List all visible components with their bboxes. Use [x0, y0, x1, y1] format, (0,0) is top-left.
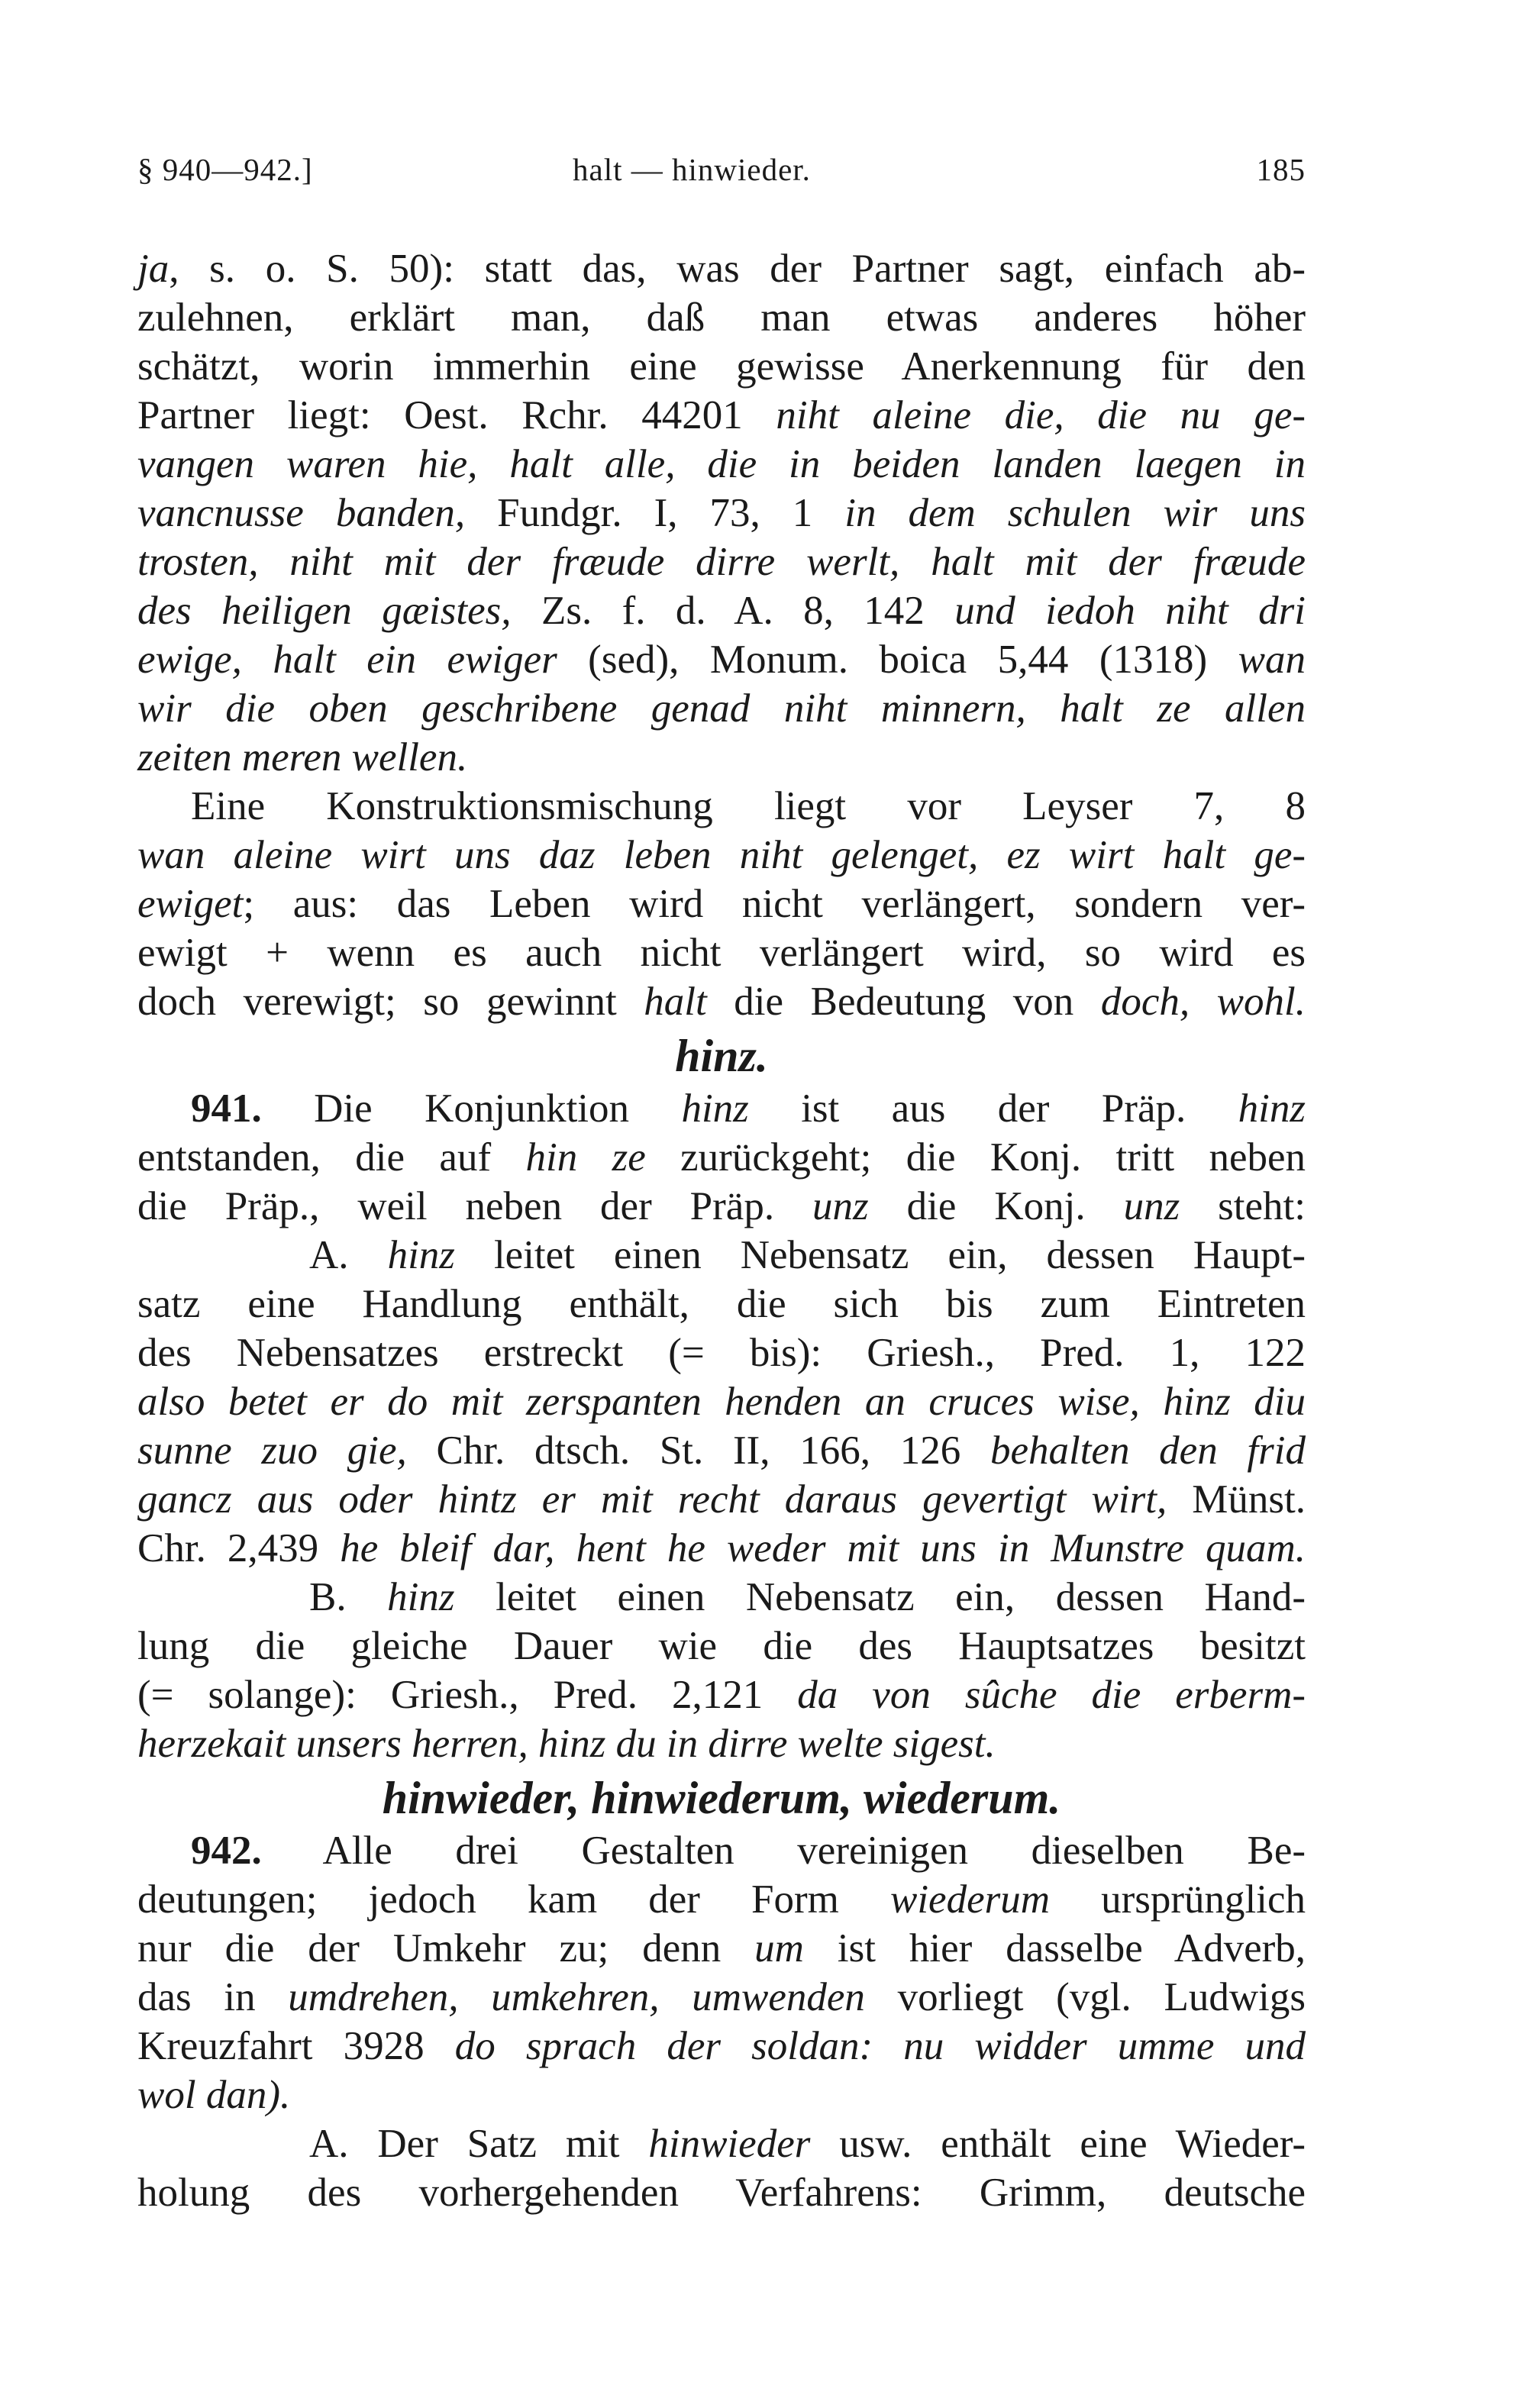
text-line: 941. Die Konjunktion hinz ist aus der Präp. hinz: [191, 1086, 1306, 1131]
text-line: 942. Alle drei Gestalten vereinigen dieselben Be-: [191, 1829, 1306, 1873]
text-line: das in umdrehen, umkehren, umwenden vorliegt (vgl. Ludwigs: [137, 1975, 1306, 2019]
text-line: lung die gleiche Dauer wie die des Hauptsatzes besitzt: [137, 1624, 1306, 1668]
section-heading-hinz: hinz.: [675, 1031, 768, 1081]
text-line: Chr. 2,439 he bleif dar, hent he weder mit uns in Munstre quam.: [137, 1526, 1306, 1570]
paragraph-number: 941.: [191, 1086, 262, 1131]
text-line: wol dan).: [137, 2073, 291, 2117]
running-header: [137, 151, 1306, 197]
section-heading-hinwieder: hinwieder, hinwiederum, wiederum.: [382, 1773, 1061, 1823]
text-line: schätzt, worin immerhin eine gewisse Anerkennung für den: [137, 344, 1306, 389]
text-line: sunne zuo gie, Chr. dtsch. St. II, 166, 126 behalten den frid: [137, 1428, 1306, 1473]
text-line: doch verewigt; so gewinnt halt die Bedeutung von doch, wohl.: [137, 980, 1306, 1024]
text-line: also betet er do mit zerspanten henden an cruces wise, hinz diu: [137, 1380, 1306, 1424]
text-line: Partner liegt: Oest. Rchr. 44201 niht aleine die, die nu ge-: [137, 393, 1306, 437]
text-line: ewigt + wenn es auch nicht verlängert wird, so wird es: [137, 931, 1306, 975]
text-line: holung des vorhergehenden Verfahrens: Grimm, deutsche: [137, 2171, 1306, 2215]
text-line: deutungen; jedoch kam der Form wiederum ursprünglich: [137, 1877, 1306, 1922]
text-line: ja, s. o. S. 50): statt das, was der Partner sagt, einfach ab-: [137, 247, 1306, 291]
text-line: zeiten meren wellen.: [137, 735, 468, 780]
text-line: A. Der Satz mit hinwieder usw. enthält eine Wieder-: [309, 2122, 1306, 2166]
text-line: ewiget; aus: das Leben wird nicht verlängert, sondern ver-: [137, 882, 1306, 926]
text-line: des Nebensatzes erstreckt (= bis): Griesh., Pred. 1, 122: [137, 1331, 1306, 1375]
text-line: B. hinz leitet einen Nebensatz ein, dessen Hand-: [309, 1575, 1306, 1619]
header-page-number: 185: [1256, 152, 1306, 187]
header-title: halt — hinwieder.: [573, 152, 811, 187]
header-section-range: § 940—942.]: [137, 152, 313, 187]
text-line: ewige, halt ein ewiger (sed), Monum. boica 5,44 (1318) wan: [137, 638, 1306, 682]
text-line: gancz aus oder hintz er mit recht daraus gevertigt wirt, Münst.: [137, 1477, 1306, 1522]
text-line: A. hinz leitet einen Nebensatz ein, dessen Haupt-: [309, 1233, 1306, 1277]
text-line: entstanden, die auf hin ze zurückgeht; die Konj. tritt neben: [137, 1135, 1306, 1180]
text-line: vancnusse banden, Fundgr. I, 73, 1 in dem schulen wir uns: [137, 491, 1306, 535]
text-line: wir die oben geschribene genad niht minnern, halt ze allen: [137, 686, 1306, 731]
text-line: Kreuzfahrt 3928 do sprach der soldan: nu widder umme und: [137, 2024, 1306, 2068]
text-line: satz eine Handlung enthält, die sich bis zum Eintreten: [137, 1282, 1306, 1326]
text-line: des heiligen gæistes, Zs. f. d. A. 8, 142 und iedoh niht dri: [137, 589, 1306, 633]
text-line: trosten, niht mit der fræude dirre werlt, halt mit der fræude: [137, 540, 1306, 584]
text-line: vangen waren hie, halt alle, die in beiden landen laegen in: [137, 442, 1306, 486]
paragraph-number: 942.: [191, 1829, 262, 1873]
text-line: (= solange): Griesh., Pred. 2,121 da von sûche die erberm-: [137, 1673, 1306, 1717]
text-line: herzekait unsers herren, hinz du in dirre welte sigest.: [137, 1722, 996, 1766]
text-line: zulehnen, erklärt man, daß man etwas anderes höher: [137, 295, 1306, 340]
text-line: nur die der Umkehr zu; denn um ist hier dasselbe Adverb,: [137, 1926, 1306, 1971]
text-line: Eine Konstruktionsmischung liegt vor Leyser 7, 8: [191, 784, 1306, 828]
text-line: wan aleine wirt uns daz leben niht gelenget, ez wirt halt ge-: [137, 833, 1306, 877]
text-line: die Präp., weil neben der Präp. unz die Konj. unz steht:: [137, 1184, 1306, 1228]
